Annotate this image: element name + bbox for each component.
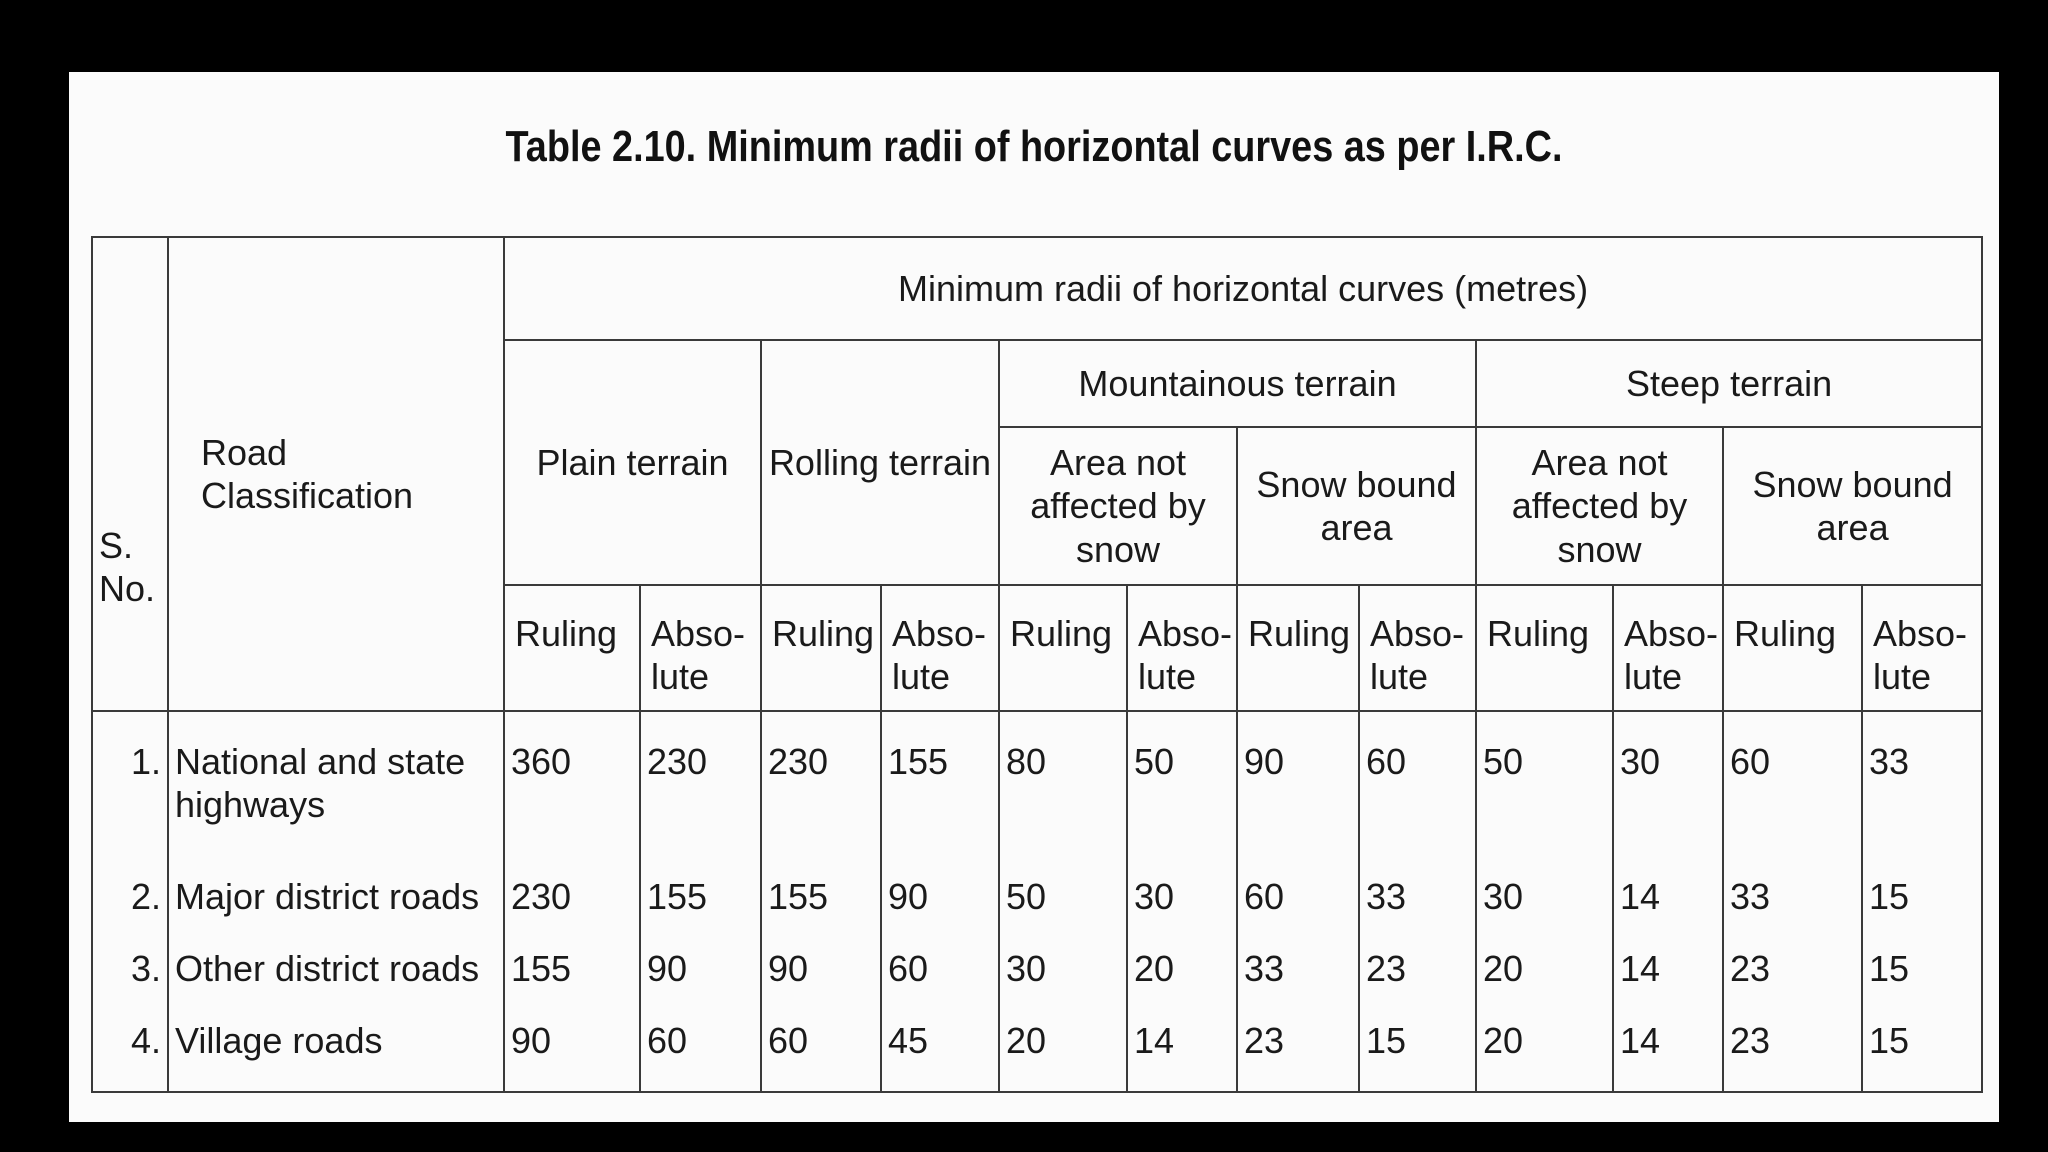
road-classification-cell: Major district roads: [168, 861, 504, 933]
plain-ruling-header: Ruling: [504, 585, 640, 711]
row-sno: 1.: [92, 711, 168, 861]
radius-cell: 60: [761, 1005, 881, 1092]
table-row: [92, 933, 1982, 1005]
radius-cell: 14: [1613, 861, 1723, 933]
sno-header: S. No.: [92, 237, 168, 711]
radius-cell: 60: [1723, 711, 1862, 861]
radius-cell: 80: [999, 711, 1127, 861]
radius-cell: 33: [1237, 933, 1359, 1005]
road-classification-cell: Other district roads: [168, 933, 504, 1005]
radius-cell: 90: [1237, 711, 1359, 861]
radius-cell: 30: [1127, 861, 1237, 933]
radius-cell: 50: [1127, 711, 1237, 861]
table-row: [92, 1005, 1982, 1092]
steep-snow-absolute-header: Abso- lute: [1862, 585, 1982, 711]
radii-table: [91, 236, 1983, 1093]
radius-cell: 230: [504, 861, 640, 933]
plain-absolute-header: Abso- lute: [640, 585, 761, 711]
radius-cell: 20: [1127, 933, 1237, 1005]
steep-snow-bound-header: Snow bound area: [1723, 427, 1982, 585]
radius-cell: 60: [1359, 711, 1476, 861]
steep-snow-ruling-header: Ruling: [1723, 585, 1862, 711]
road-classification-cell: National and state highways: [168, 711, 504, 861]
document-page: [69, 72, 1999, 1122]
radius-cell: 155: [504, 933, 640, 1005]
radius-cell: 14: [1127, 1005, 1237, 1092]
table-row: [92, 711, 1982, 861]
radius-cell: 15: [1862, 1005, 1982, 1092]
mountainous-not-affected-absolute-header: Abso- lute: [1127, 585, 1237, 711]
road-classification-header: Road Classification: [168, 237, 504, 711]
radius-cell: 30: [1476, 861, 1613, 933]
row-sno: 4.: [92, 1005, 168, 1092]
radius-cell: 23: [1359, 933, 1476, 1005]
radius-cell: 60: [1237, 861, 1359, 933]
mountainous-not-affected-ruling-header: Ruling: [999, 585, 1127, 711]
radius-cell: 33: [1723, 861, 1862, 933]
mountainous-area-not-affected-header: Area not affected by snow: [999, 427, 1237, 585]
radius-cell: 30: [999, 933, 1127, 1005]
rolling-terrain-header: Rolling terrain: [761, 340, 999, 585]
radius-cell: 155: [761, 861, 881, 933]
steep-area-not-affected-header: Area not affected by snow: [1476, 427, 1723, 585]
radius-cell: 60: [881, 933, 999, 1005]
radius-cell: 90: [504, 1005, 640, 1092]
radius-cell: 155: [640, 861, 761, 933]
radius-cell: 23: [1237, 1005, 1359, 1092]
radius-cell: 50: [999, 861, 1127, 933]
radius-cell: 14: [1613, 933, 1723, 1005]
table-header: [92, 237, 1982, 711]
radius-cell: 30: [1613, 711, 1723, 861]
table-row: [92, 861, 1982, 933]
row-sno: 2.: [92, 861, 168, 933]
radius-cell: 60: [640, 1005, 761, 1092]
row-sno: 3.: [92, 933, 168, 1005]
radius-cell: 45: [881, 1005, 999, 1092]
radius-cell: 33: [1862, 711, 1982, 861]
radius-cell: 230: [761, 711, 881, 861]
radius-cell: 14: [1613, 1005, 1723, 1092]
radius-cell: 230: [640, 711, 761, 861]
mountainous-snow-ruling-header: Ruling: [1237, 585, 1359, 711]
plain-terrain-header: Plain terrain: [504, 340, 761, 585]
steep-terrain-header: Steep terrain: [1476, 340, 1982, 427]
radius-cell: 50: [1476, 711, 1613, 861]
steep-not-affected-absolute-header: Abso- lute: [1613, 585, 1723, 711]
radius-cell: 15: [1862, 861, 1982, 933]
radius-cell: 155: [881, 711, 999, 861]
radius-cell: 20: [1476, 933, 1613, 1005]
radius-cell: 33: [1359, 861, 1476, 933]
radius-cell: 90: [761, 933, 881, 1005]
radius-cell: 20: [1476, 1005, 1613, 1092]
radius-cell: 23: [1723, 1005, 1862, 1092]
table-title: Table 2.10. Minimum radii of horizontal curves as per I.R.C.: [505, 122, 1563, 171]
rolling-ruling-header: Ruling: [761, 585, 881, 711]
radius-cell: 15: [1862, 933, 1982, 1005]
radius-cell: 360: [504, 711, 640, 861]
road-classification-cell: Village roads: [168, 1005, 504, 1092]
table-body: [92, 711, 1982, 1092]
rolling-absolute-header: Abso- lute: [881, 585, 999, 711]
radius-cell: 90: [640, 933, 761, 1005]
mountainous-terrain-header: Mountainous terrain: [999, 340, 1476, 427]
min-radii-header: Minimum radii of horizontal curves (metres): [504, 237, 1982, 340]
radius-cell: 23: [1723, 933, 1862, 1005]
mountainous-snow-bound-header: Snow bound area: [1237, 427, 1476, 585]
radius-cell: 20: [999, 1005, 1127, 1092]
radius-cell: 90: [881, 861, 999, 933]
steep-not-affected-ruling-header: Ruling: [1476, 585, 1613, 711]
radius-cell: 15: [1359, 1005, 1476, 1092]
mountainous-snow-absolute-header: Abso- lute: [1359, 585, 1476, 711]
